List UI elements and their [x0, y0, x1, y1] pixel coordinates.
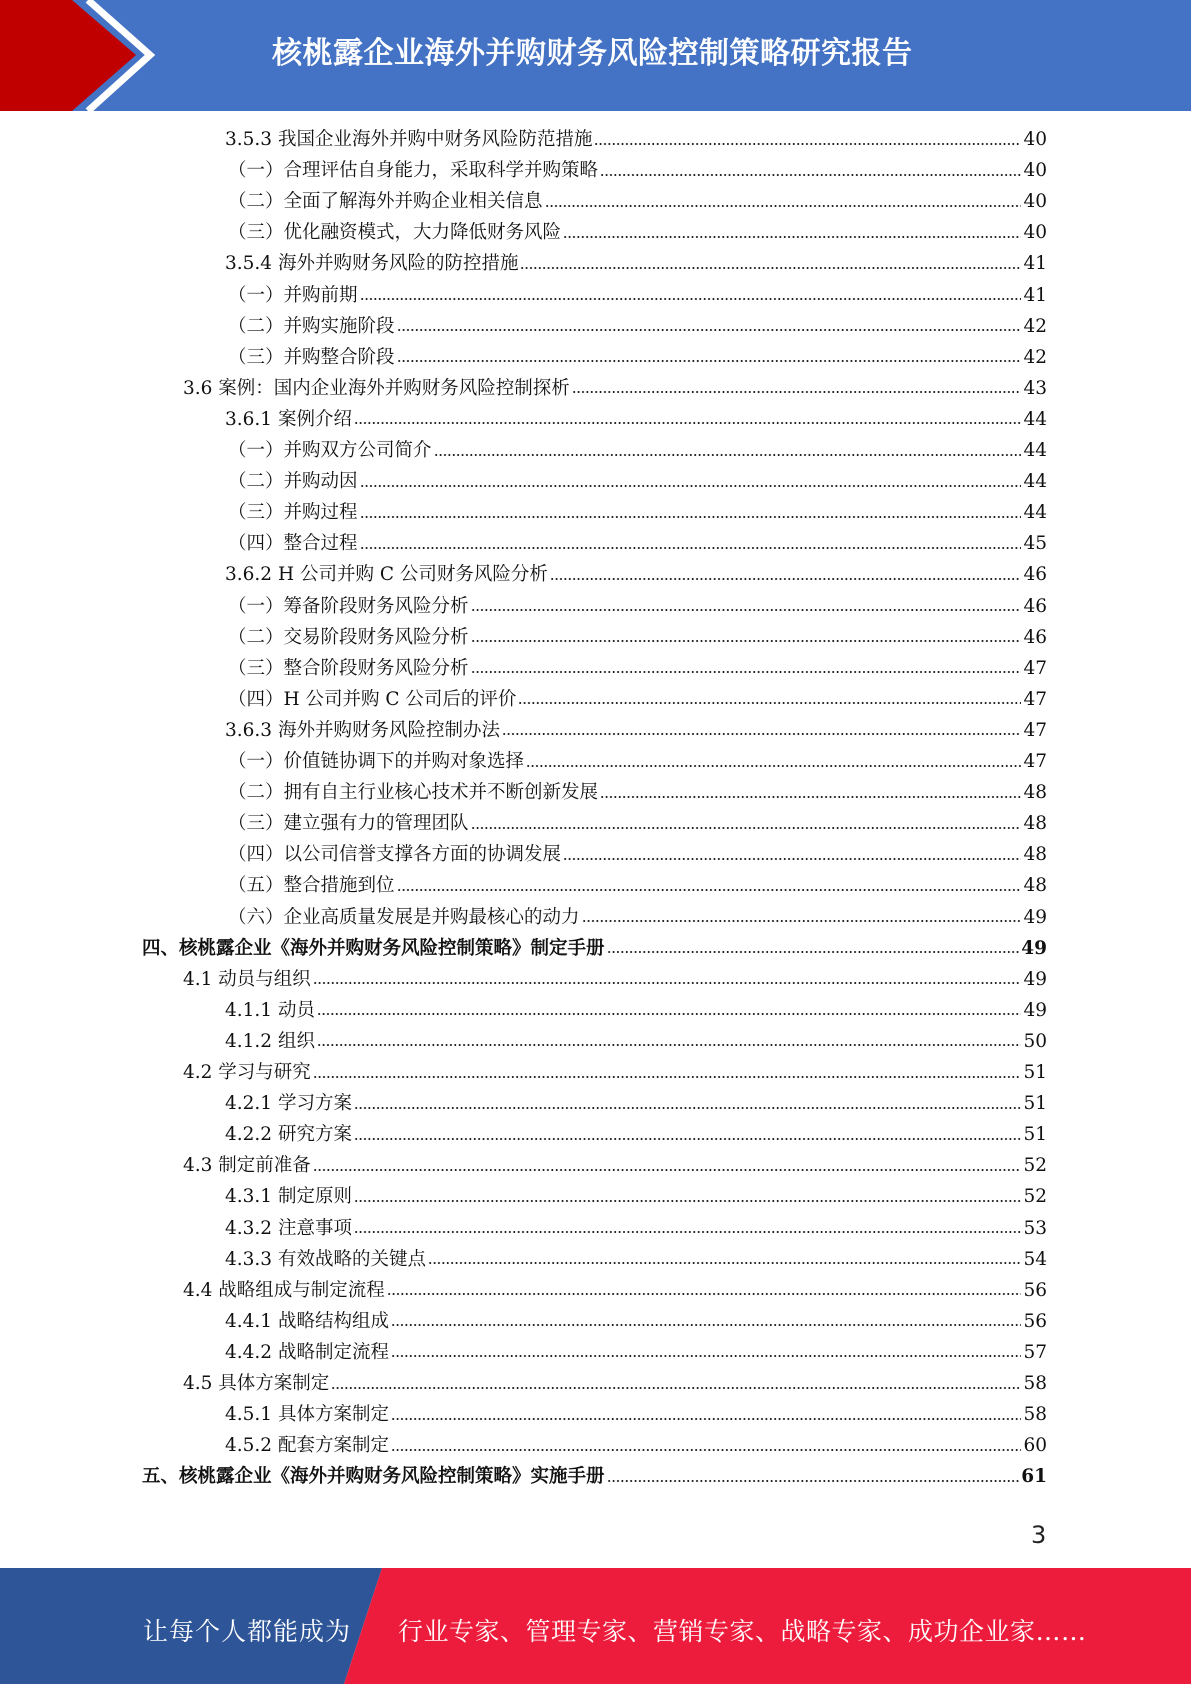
toc-entry-page: 48: [1023, 813, 1047, 835]
toc-dot-leader: [526, 763, 1021, 768]
toc-entry[interactable]: [225, 1030, 1047, 1054]
toc-entry-page: 52: [1023, 1186, 1047, 1208]
toc-entry-title: （五）整合措施到位: [228, 875, 395, 897]
toc-entry-title: （三）并购整合阶段: [228, 346, 395, 368]
toc-entry-title: 4.1.1 动员: [225, 999, 315, 1021]
toc-dot-leader: [471, 825, 1022, 830]
toc-entry-page: 47: [1023, 751, 1047, 772]
toc-entry-page: 41: [1023, 253, 1047, 275]
toc-entry-title: 3.6 案例：国内企业海外并购财务风险控制探析: [183, 377, 570, 399]
toc-entry-title: （三）并购过程: [228, 502, 358, 524]
toc-entry-page: 46: [1023, 595, 1047, 617]
toc-entry-page: 49: [1023, 999, 1047, 1021]
toc-dot-leader: [545, 203, 1022, 208]
toc-entry-page: 44: [1023, 440, 1047, 461]
toc-entry-page: 46: [1023, 626, 1047, 648]
toc-dot-leader: [317, 1043, 1022, 1048]
toc-dot-leader: [471, 670, 1022, 675]
toc-entry-page: 40: [1023, 222, 1047, 244]
toc-entry-page: 40: [1023, 191, 1047, 213]
toc-entry-page: 42: [1023, 315, 1047, 337]
toc-entry-page: 45: [1023, 533, 1047, 555]
toc-entry[interactable]: [228, 750, 1047, 774]
toc-entry[interactable]: [183, 1372, 1047, 1396]
toc-entry-title: 4.4.1 战略结构组成: [225, 1310, 389, 1332]
toc-entry[interactable]: [225, 1310, 1047, 1334]
toc-dot-leader: [520, 265, 1021, 270]
toc-entry-title: （三）建立强有力的管理团队: [228, 813, 469, 835]
toc-entry-page: 40: [1023, 160, 1047, 182]
toc-dot-leader: [572, 390, 1022, 395]
toc-entry-page: 54: [1023, 1248, 1047, 1270]
toc-dot-leader: [354, 1198, 1022, 1203]
toc-dot-leader: [518, 701, 1021, 706]
toc-dot-leader: [397, 359, 1022, 364]
toc-entry[interactable]: [225, 1185, 1047, 1209]
toc-entry[interactable]: [225, 1403, 1047, 1427]
toc-dot-leader: [313, 1074, 1022, 1079]
toc-dot-leader: [582, 919, 1022, 924]
toc-entry-title: 3.5.3 我国企业海外并购中财务风险防范措施: [225, 129, 593, 150]
toc-entry-title: 3.6.1 案例介绍: [225, 408, 352, 430]
toc-entry-title: 4.2.2 研究方案: [225, 1124, 352, 1146]
toc-dot-leader: [397, 328, 1022, 333]
toc-entry[interactable]: [225, 1434, 1047, 1458]
toc-entry-page: 47: [1023, 719, 1047, 741]
toc-dot-leader: [600, 172, 1021, 177]
toc-entry-page: 58: [1023, 1373, 1047, 1394]
toc-entry-title: （二）交易阶段财务风险分析: [228, 626, 469, 648]
toc-entry[interactable]: [225, 128, 1047, 152]
toc-entry-page: 56: [1023, 1310, 1047, 1332]
toc-entry-page: 48: [1023, 875, 1047, 897]
toc-entry[interactable]: [225, 252, 1047, 276]
toc-dot-leader: [471, 608, 1022, 613]
toc-entry-title: 4.5.1 具体方案制定: [225, 1404, 389, 1426]
toc-dot-leader: [391, 1354, 1021, 1359]
toc-entry-page: 60: [1023, 1435, 1047, 1457]
toc-entry-page: 47: [1023, 657, 1047, 679]
toc-entry[interactable]: [228, 346, 1047, 370]
toc-entry-page: 44: [1023, 408, 1047, 430]
toc-entry[interactable]: [225, 1217, 1047, 1241]
toc-entry[interactable]: [228, 688, 1047, 712]
toc-entry-page: 48: [1023, 782, 1047, 804]
toc-entry-title: 3.6.2 H 公司并购 C 公司财务风险分析: [225, 564, 548, 586]
footer-slogan-left: 让每个人都能成为: [143, 1617, 352, 1646]
header-banner: [0, 0, 1191, 111]
toc-dot-leader: [313, 981, 1022, 986]
toc-dot-leader: [391, 1416, 1021, 1421]
toc-entry-page: 49: [1023, 968, 1047, 990]
toc-dot-leader: [391, 1323, 1021, 1328]
toc-dot-leader: [354, 1230, 1022, 1235]
toc-entry-title: 4.4.2 战略制定流程: [225, 1341, 389, 1363]
toc-entry[interactable]: [228, 284, 1047, 308]
toc-entry-page: 50: [1023, 1030, 1047, 1052]
toc-dot-leader: [502, 732, 1021, 737]
toc-entry-page: 51: [1023, 1124, 1047, 1146]
toc-entry[interactable]: [228, 906, 1047, 930]
toc-entry-title: （一）价值链协调下的并购对象选择: [228, 751, 525, 772]
toc-entry-page: 44: [1023, 502, 1047, 524]
toc-dot-leader: [607, 1478, 1020, 1483]
toc-entry[interactable]: [228, 190, 1047, 214]
toc-dot-leader: [360, 483, 1022, 488]
toc-entry[interactable]: [225, 1341, 1047, 1365]
toc-entry-title: （二）全面了解海外并购企业相关信息: [228, 191, 543, 213]
toc-entry-title: （一）合理评估自身能力，采取科学并购策略: [228, 160, 599, 182]
toc-entry-title: 4.3.2 注意事项: [225, 1217, 352, 1239]
toc-entry-title: 五、核桃露企业《海外并购财务风险控制策略》实施手册: [142, 1466, 605, 1488]
toc-entry[interactable]: [228, 532, 1047, 556]
toc-entry[interactable]: [225, 1123, 1047, 1147]
toc-entry-page: 58: [1023, 1404, 1047, 1426]
toc-entry-page: 46: [1023, 564, 1047, 586]
toc-entry[interactable]: [228, 159, 1047, 183]
toc-dot-leader: [550, 576, 1022, 581]
toc-entry[interactable]: [228, 874, 1047, 898]
toc-entry[interactable]: [183, 1279, 1047, 1303]
toc-dot-leader: [313, 1167, 1022, 1172]
toc-entry[interactable]: [228, 439, 1047, 463]
toc-entry[interactable]: [183, 1061, 1047, 1085]
toc-dot-leader: [331, 1385, 1021, 1390]
toc-dot-leader: [317, 1012, 1022, 1017]
toc-dot-leader: [600, 794, 1021, 799]
toc-entry-page: 57: [1023, 1341, 1047, 1363]
toc-dot-leader: [428, 1261, 1021, 1266]
toc-entry[interactable]: [228, 657, 1047, 681]
toc-entry-title: （四）以公司信誉支撑各方面的协调发展: [228, 844, 562, 866]
toc-entry-title: （四）H 公司并购 C 公司后的评价: [228, 688, 517, 710]
toc-dot-leader: [354, 1105, 1022, 1110]
toc-entry-page: 44: [1023, 471, 1047, 493]
toc-dot-leader: [360, 545, 1022, 550]
toc-entry-title: （二）拥有自主行业核心技术并不断创新发展: [228, 782, 599, 804]
toc-dot-leader: [434, 452, 1022, 457]
toc-entry-page: 49: [1023, 906, 1047, 928]
toc-entry[interactable]: [225, 999, 1047, 1023]
page-number: 3: [1031, 1521, 1047, 1549]
toc-dot-leader: [354, 421, 1022, 426]
toc-entry-title: 4.4 战略组成与制定流程: [183, 1279, 385, 1301]
toc-entry-page: 40: [1023, 129, 1047, 150]
toc-chapter-entry[interactable]: [142, 937, 1047, 961]
toc-entry-page: 61: [1021, 1466, 1047, 1488]
toc-entry-title: （二）并购动因: [228, 471, 358, 493]
footer-banner: [0, 1568, 1191, 1684]
toc-entry-page: 51: [1023, 1062, 1047, 1083]
toc-entry-page: 43: [1023, 377, 1047, 399]
toc-dot-leader: [397, 887, 1022, 892]
toc-entry[interactable]: [228, 781, 1047, 805]
toc-dot-leader: [594, 141, 1021, 146]
toc-entry-title: 4.3.1 制定原则: [225, 1186, 352, 1208]
toc-entry-title: 四、核桃露企业《海外并购财务风险控制策略》制定手册: [142, 937, 605, 959]
toc-entry-title: （三）整合阶段财务风险分析: [228, 657, 469, 679]
toc-entry-title: 4.2 学习与研究: [183, 1062, 311, 1083]
document-title: 核桃露企业海外并购财务风险控制策略研究报告: [272, 36, 913, 71]
toc-dot-leader: [387, 1292, 1022, 1297]
toc-entry-page: 52: [1023, 1155, 1047, 1177]
toc-entry-page: 53: [1023, 1217, 1047, 1239]
toc-entry[interactable]: [228, 315, 1047, 339]
toc-entry[interactable]: [225, 1092, 1047, 1116]
toc-entry[interactable]: [228, 221, 1047, 245]
toc-entry[interactable]: [228, 626, 1047, 650]
toc-entry[interactable]: [228, 470, 1047, 494]
toc-entry-title: 4.3.3 有效战略的关键点: [225, 1248, 426, 1270]
toc-entry-page: 56: [1023, 1279, 1047, 1301]
toc-entry[interactable]: [228, 595, 1047, 619]
toc-entry-title: 4.1.2 组织: [225, 1030, 315, 1052]
footer-slogan-right: 行业专家、管理专家、营销专家、战略专家、成功企业家……: [398, 1617, 1087, 1646]
toc-entry-title: （四）整合过程: [228, 533, 358, 555]
toc-entry-title: 4.1 动员与组织: [183, 968, 311, 990]
toc-entry-page: 47: [1023, 688, 1047, 710]
toc-entry-title: （一）并购前期: [228, 284, 358, 306]
toc-entry-title: 4.5.2 配套方案制定: [225, 1435, 389, 1457]
toc-entry-title: （六）企业高质量发展是并购最核心的动力: [228, 906, 580, 928]
toc-dot-leader: [471, 639, 1022, 644]
toc-entry-title: （三）优化融资模式，大力降低财务风险: [228, 222, 562, 244]
toc-entry-title: 4.2.1 学习方案: [225, 1093, 352, 1115]
toc-entry[interactable]: [225, 408, 1047, 432]
toc-dot-leader: [354, 1136, 1022, 1141]
toc-entry[interactable]: [183, 968, 1047, 992]
toc-entry-title: （一）并购双方公司简介: [228, 440, 432, 461]
toc-entry[interactable]: [228, 843, 1047, 867]
toc-entry-page: 48: [1023, 844, 1047, 866]
toc-entry-title: 3.5.4 海外并购财务风险的防控措施: [225, 253, 519, 275]
toc-dot-leader: [607, 950, 1020, 955]
toc-entry[interactable]: [225, 563, 1047, 587]
toc-entry[interactable]: [183, 377, 1047, 401]
toc-dot-leader: [563, 856, 1021, 861]
toc-entry[interactable]: [225, 1248, 1047, 1272]
red-chevron-shape: [0, 0, 136, 111]
toc-entry-title: （二）并购实施阶段: [228, 315, 395, 337]
toc-entry-page: 42: [1023, 346, 1047, 368]
toc-entry-page: 49: [1021, 937, 1047, 959]
toc-chapter-entry[interactable]: [142, 1465, 1047, 1489]
toc-dot-leader: [360, 297, 1022, 302]
toc-entry-title: （一）筹备阶段财务风险分析: [228, 595, 469, 617]
toc-entry[interactable]: [228, 812, 1047, 836]
toc-entry-title: 4.3 制定前准备: [183, 1155, 311, 1177]
toc-entry-page: 41: [1023, 284, 1047, 306]
toc-dot-leader: [391, 1447, 1021, 1452]
toc-dot-leader: [360, 514, 1022, 519]
toc-entry-title: 4.5 具体方案制定: [183, 1373, 330, 1394]
toc-entry[interactable]: [225, 719, 1047, 743]
toc-dot-leader: [563, 234, 1021, 239]
toc-entry[interactable]: [228, 501, 1047, 525]
toc-entry-title: 3.6.3 海外并购财务风险控制办法: [225, 719, 500, 741]
toc-entry-page: 51: [1023, 1093, 1047, 1115]
toc-entry[interactable]: [183, 1154, 1047, 1178]
